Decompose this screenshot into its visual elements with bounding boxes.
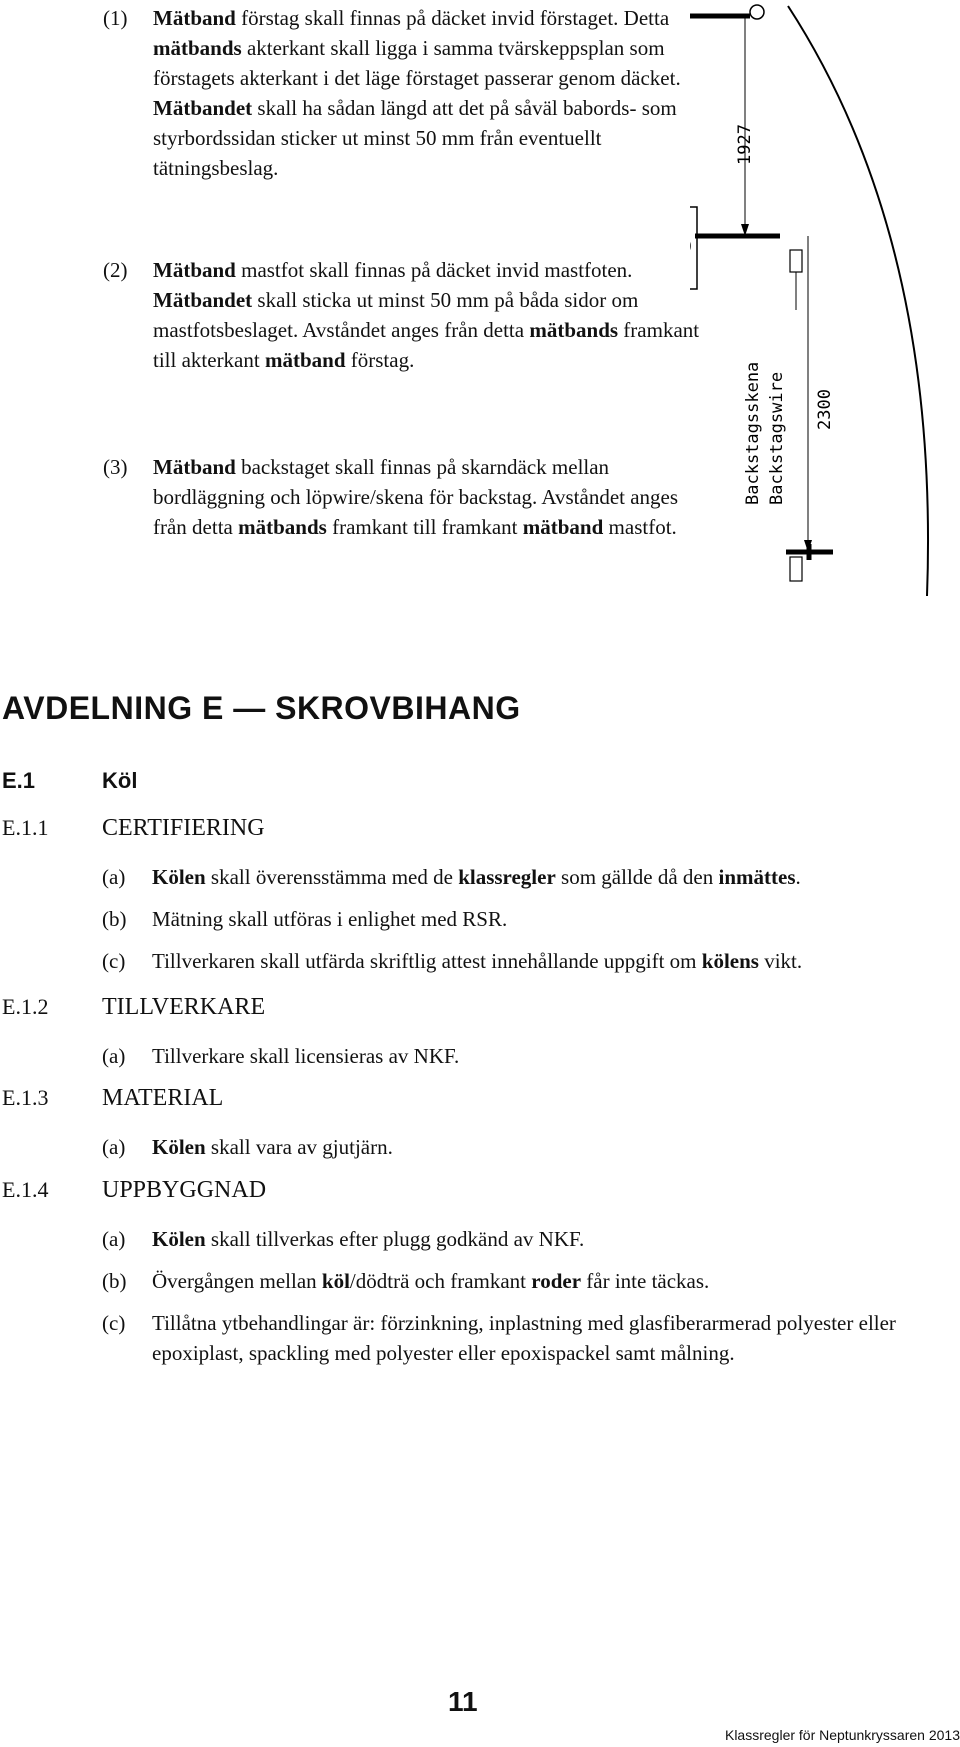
item-text: Kölen skall vara av gjutjärn. <box>152 1135 393 1159</box>
item-text: Mätning skall utföras i enlighet med RSR. <box>152 907 508 931</box>
mastfoot-fitting <box>690 207 697 289</box>
section-title: MATERIAL <box>102 1085 224 1111</box>
section-number: E.1.1 <box>2 815 49 840</box>
e12-item-a <box>102 1041 957 1071</box>
list-text: Mätband förstag skall finnas på däcket invid förstaget. Detta mätbands akterkant skall ligga i samma tvärskeppsplan som förstagets akterkant i det läge förstaget passerar genom däcket. Mätbandet skall ha sådan längd att det på såväl babords- som styrbordssidan sticker ut minst 50 mm från eventuellt tätningsbeslag. <box>153 6 681 180</box>
dimension-lower-label: 2300 <box>815 389 835 430</box>
item-label: (a) <box>102 1044 126 1068</box>
e11-item-b <box>102 904 957 934</box>
bold-term: Kölen <box>152 1227 206 1251</box>
bold-term: Mätbandet <box>153 288 253 312</box>
list-number: (3) <box>103 455 128 479</box>
hull-side-line <box>788 6 928 596</box>
item-label: (b) <box>102 1269 127 1293</box>
item-text: Tillverkare skall licensieras av NKF. <box>152 1044 460 1068</box>
item-label: (c) <box>102 1311 126 1335</box>
e14-item-a <box>102 1224 957 1254</box>
backstay-rail-top <box>790 250 802 272</box>
backstay-wire-label: Backstagswire <box>767 371 787 505</box>
bold-term: klassregler <box>458 865 556 889</box>
section-title: TILLVERKARE <box>102 994 266 1020</box>
bold-term: Kölen <box>152 1135 206 1159</box>
item-text: Tillåtna ytbehandlingar är: förzinkning, inplastning med glasfiberarmerad polyester eller epoxiplast, spackling med polyester eller epoxispackel samt målning. <box>152 1311 896 1365</box>
bold-term: Mätband <box>153 455 236 479</box>
e11-item-a <box>102 862 957 892</box>
e13-item-a <box>102 1132 957 1162</box>
list-item-forestay-band <box>103 3 713 183</box>
bold-term: kölens <box>701 949 759 973</box>
list-item-mastfoot-band <box>103 255 713 375</box>
list-item-backstay-band <box>103 452 713 542</box>
dimension-upper-label: 1927 <box>735 124 755 165</box>
e14-item-b <box>102 1266 957 1296</box>
item-label: (a) <box>102 1227 126 1251</box>
bold-term: köl <box>321 1269 350 1293</box>
item-label: (a) <box>102 865 126 889</box>
section-title: Köl <box>102 768 138 793</box>
item-text: Tillverkaren skall utfärda skriftlig attest innehållande uppgift om kölens vikt. <box>152 949 803 973</box>
forestay-fitting <box>750 5 764 19</box>
list-number: (2) <box>103 258 128 282</box>
item-label: (b) <box>102 907 127 931</box>
bold-term: mätbands <box>238 515 327 539</box>
e11-item-c <box>102 946 957 976</box>
section-number: E.1 <box>2 768 36 793</box>
list-number: (1) <box>103 6 128 30</box>
item-label: (c) <box>102 949 126 973</box>
bold-term: mätband <box>522 515 604 539</box>
section-number: E.1.3 <box>2 1085 49 1110</box>
deck-measurement-drawing <box>690 0 960 600</box>
section-heading: AVDELNING E — SKROVBIHANG <box>2 690 521 726</box>
item-text: Kölen skall överensstämma med de klassregler som gällde då den inmättes. <box>152 865 801 889</box>
section-title: CERTIFIERING <box>102 815 265 841</box>
bold-term: Kölen <box>152 865 206 889</box>
item-label: (a) <box>102 1135 126 1159</box>
bold-term: mätbands <box>153 36 242 60</box>
section-number: E.1.4 <box>2 1177 49 1202</box>
bold-term: inmättes <box>718 865 796 889</box>
list-text: Mätband backstaget skall finnas på skarndäck mellan bordläggning och löpwire/skena för backstag. Avståndet anges från detta mätbands framkant till framkant mätband mastfot. <box>153 455 679 539</box>
list-text: Mätband mastfot skall finnas på däcket invid mastfoten. Mätbandet skall sticka ut minst 50 mm på båda sidor om mastfotsbeslaget. Avståndet anges från detta mätbands framkant till akterkant mätband förstag. <box>153 258 700 372</box>
bold-term: mätband <box>264 348 346 372</box>
section-number: E.1.2 <box>2 994 49 1019</box>
page-number: 11 <box>448 1686 478 1717</box>
bold-term: Mätband <box>153 258 236 282</box>
bold-term: roder <box>531 1269 582 1293</box>
backstay-rail-bottom <box>790 557 802 581</box>
bold-term: Mätbandet <box>153 96 253 120</box>
backstay-rail-label: Backstagsskena <box>743 361 763 505</box>
e14-item-c <box>102 1308 957 1368</box>
bold-term: mätbands <box>529 318 619 342</box>
bold-term: Mätband <box>153 6 236 30</box>
item-text: Övergången mellan köl/dödträ och framkant roder får inte täckas. <box>152 1269 710 1293</box>
footer-text: Klassregler för Neptunkryssaren 2013 <box>724 1727 960 1743</box>
section-title: UPPBYGGNAD <box>102 1177 267 1203</box>
item-text: Kölen skall tillverkas efter plugg godkänd av NKF. <box>152 1227 585 1251</box>
